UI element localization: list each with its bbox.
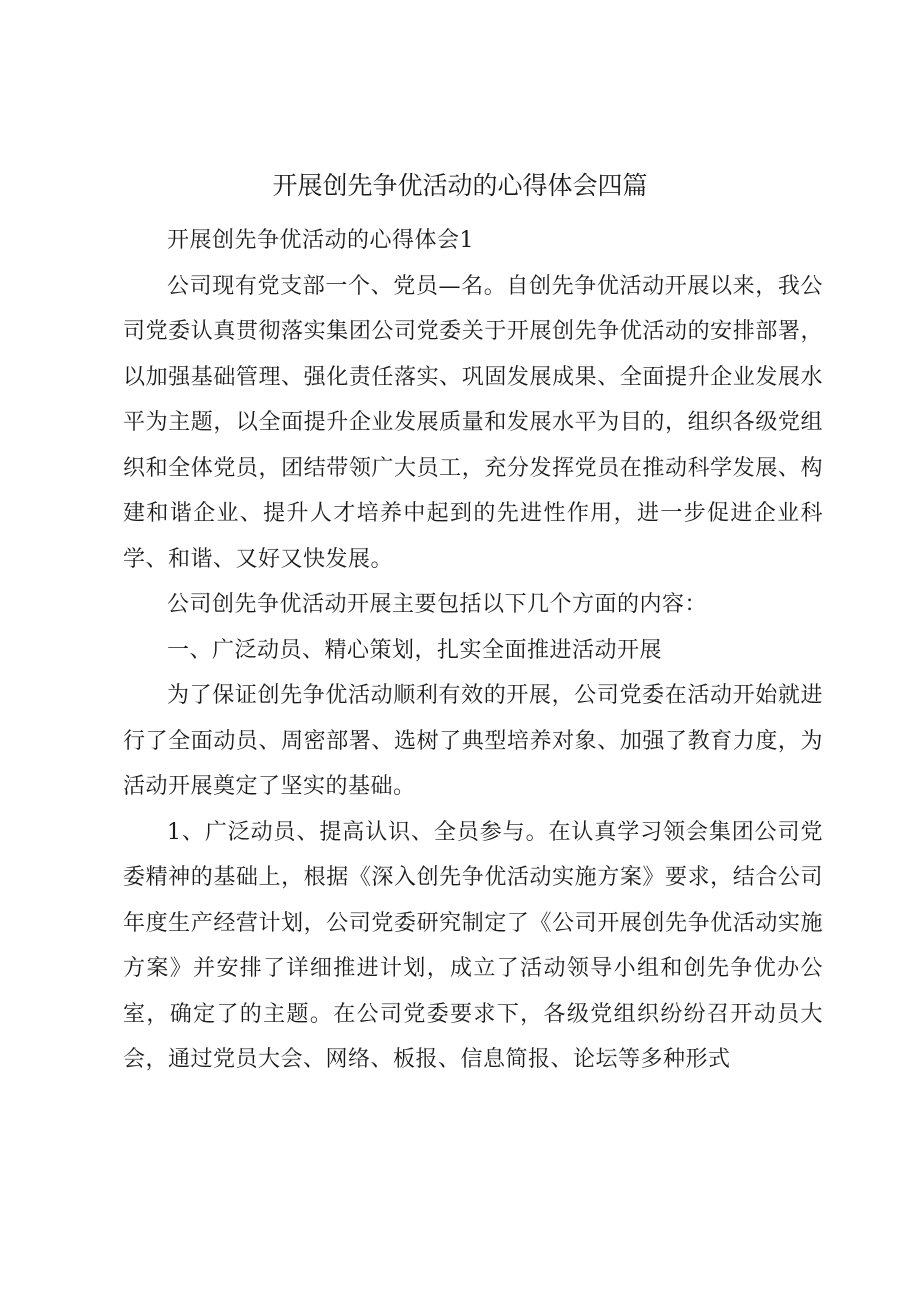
document-title: 开展创先争优活动的心得体会四篇 [272, 171, 648, 200]
document-body [123, 218, 823, 1083]
body-paragraph: 1、广泛动员、提高认识、全员参与。在认真学习领会集团公司党委精神的基础上，根据《深入创先争优活动实施方案》要求，结合公司年度生产经营计划，公司党委研究制定了《公司开展创先争优活动实施方案》并安排了详细推进计划，成立了活动领导小组和创先争优办公室，确定了的主题。在公司党委要求下，各级党组织纷纷召开动员大会，通过党员大会、网络、板报、信息简报、论坛等多种形式 [123, 819, 823, 1072]
body-paragraph: 为了保证创先争优活动顺利有效的开展，公司党委在活动开始就进行了全面动员、周密部署、选树了典型培养对象、加强了教育力度，为活动开展奠定了坚实的基础。 [123, 683, 823, 799]
section-heading: 开展创先争优活动的心得体会1 [167, 228, 474, 253]
body-paragraph: 公司创先争优活动开展主要包括以下几个方面的内容： [167, 592, 708, 617]
subsection-heading: 一、广泛动员、精心策划，扎实全面推进活动开展 [167, 637, 663, 663]
body-paragraph: 公司现有党支部一个、党员—名。自创先争优活动开展以来，我公司党委认真贯彻落实集团公司党委关于开展创先争优活动的安排部署，以加强基础管理、强化责任落实、巩固发展成果、全面提升企业发展水平为主题，以全面提升企业发展质量和发展水平为目的，组织各级党组织和全体党员，团结带领广大员工，充分发挥党员在推动科学发展、构建和谐企业、提升人才培养中起到的先进性作用，进一步促进企业科学、和谐、又好又快发展。 [123, 273, 823, 572]
